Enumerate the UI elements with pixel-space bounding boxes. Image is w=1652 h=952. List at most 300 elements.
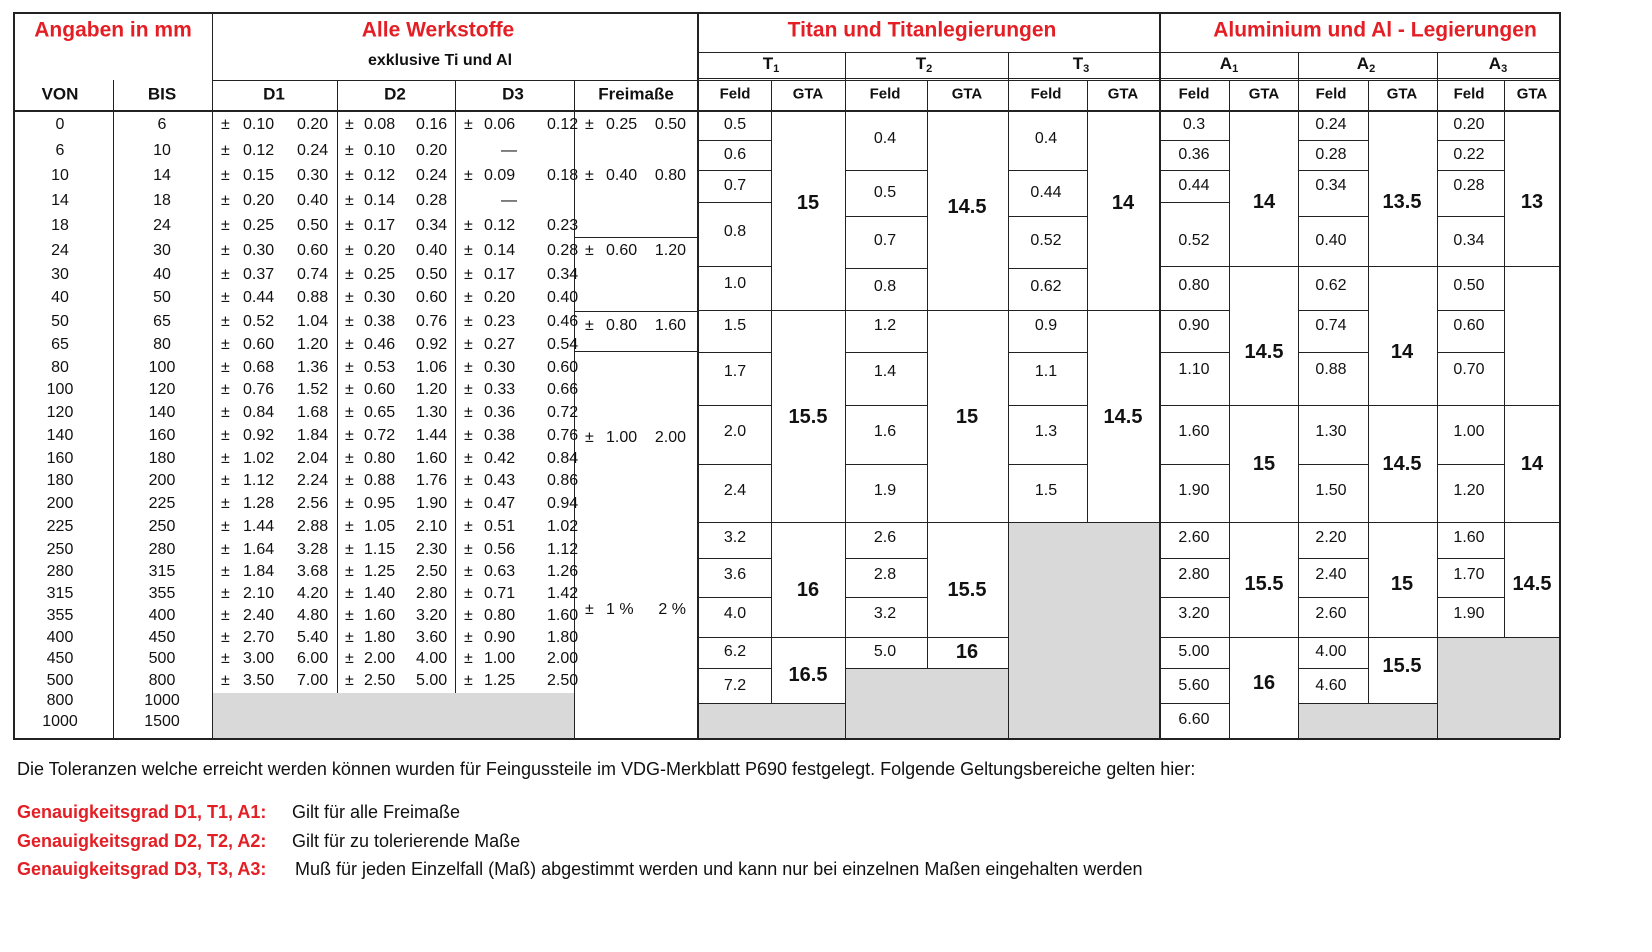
grid-line [13, 110, 1560, 112]
grid-line [1298, 52, 1299, 738]
grid-line [845, 405, 927, 406]
a1-gta-value: 15.5 [1244, 573, 1284, 595]
grid-line [1298, 464, 1368, 465]
cell-d2-pm: ± [345, 427, 354, 444]
grade-subscript: 3 [1083, 63, 1090, 75]
cell-von: 24 [51, 242, 69, 259]
cell-bis: 100 [148, 359, 176, 376]
grade-header-4 [1357, 55, 1375, 75]
cell-d3-pm: ± [464, 563, 473, 580]
a3-feld-value: 1.60 [1453, 529, 1485, 546]
cell-d1-pm: ± [221, 450, 230, 467]
cell-bis: 225 [148, 495, 176, 512]
a3-gta-value: 13 [1520, 191, 1544, 213]
cell-d3-val: 0.63 [484, 563, 516, 580]
cell-d1-pm: ± [221, 142, 230, 159]
grade-subscript: 2 [926, 63, 933, 75]
cell-d2-val2: 2.50 [416, 563, 448, 580]
col-d3: D3 [502, 84, 524, 104]
grid-line [1368, 80, 1369, 703]
cell-d3-val2: 0.46 [547, 313, 579, 330]
cell-d2-val2: 4.00 [416, 650, 448, 667]
grid-line [1159, 668, 1229, 669]
cell-d1-val: 2.40 [243, 607, 275, 624]
a1-gta-value: 16 [1252, 672, 1276, 694]
header-titan: Titan und Titanlegierungen [787, 18, 1057, 42]
cell-d2-val: 1.60 [364, 607, 396, 624]
t1-gta-value: 15.5 [788, 406, 828, 428]
footer-grade-text: Muß für jeden Einzelfall (Maß) abgestimmt werden und kann nur bei einzelnen Maßen eingehalten werden [295, 859, 1143, 879]
grid-line [1159, 352, 1229, 353]
cell-bis: 315 [148, 563, 176, 580]
a3-feld-value: 0.22 [1453, 146, 1485, 163]
cell-d3-val: 0.47 [484, 495, 516, 512]
cell-d2-val2: 0.34 [416, 217, 448, 234]
cell-d1-val2: 0.24 [297, 142, 329, 159]
cell-d2-pm: ± [345, 629, 354, 646]
cell-d1-pm: ± [221, 563, 230, 580]
grid-line [1159, 597, 1229, 598]
cell-d1-val: 2.70 [243, 629, 275, 646]
cell-von: 500 [46, 672, 74, 689]
cell-d3-pm: ± [464, 607, 473, 624]
cell-d2-val2: 0.28 [416, 192, 448, 209]
freimasse-val2: 2.00 [654, 429, 686, 446]
grid-line [1437, 216, 1504, 217]
cell-d3-val2: 1.42 [547, 585, 579, 602]
freimasse-pm: ± [585, 167, 594, 184]
cell-d2-val: 1.25 [364, 563, 396, 580]
cell-d2-val2: 5.00 [416, 672, 448, 689]
cell-d3-val: 0.06 [484, 116, 516, 133]
grid-line [1008, 170, 1087, 171]
grid-line [699, 703, 771, 704]
t1-feld-value: 0.8 [723, 223, 747, 240]
t1-gta-value: 15 [796, 192, 820, 214]
grid-line [1504, 266, 1559, 267]
a3-feld-value: 0.28 [1453, 177, 1485, 194]
cell-d1-val: 1.28 [243, 495, 275, 512]
cell-d3-val: 1.00 [484, 650, 516, 667]
t3-feld-value: 0.44 [1030, 184, 1062, 201]
cell-d3-val: 0.17 [484, 266, 516, 283]
cell-von: 6 [55, 142, 65, 159]
grid-line [1159, 266, 1229, 267]
grid-line [1087, 310, 1159, 311]
grade-header-1 [916, 55, 933, 75]
t2-feld-value: 3.2 [873, 605, 897, 622]
grid-line [845, 352, 927, 353]
cell-d1-val2: 0.20 [297, 116, 329, 133]
cell-d3-pm: ± [464, 650, 473, 667]
cell-von: 140 [46, 427, 74, 444]
a2-feld-value: 0.62 [1315, 277, 1347, 294]
cell-d1-val2: 3.28 [297, 541, 329, 558]
cell-d3-val2: 0.76 [547, 427, 579, 444]
cell-d2-val: 0.14 [364, 192, 396, 209]
col-feld: Feld [1315, 85, 1347, 103]
cell-d3-val2: 0.94 [547, 495, 579, 512]
t1-feld-value: 0.5 [723, 116, 747, 133]
freimasse-val2: 1.20 [654, 242, 686, 259]
cell-d1-val2: 1.20 [297, 336, 329, 353]
cell-d3-val2: 0.34 [547, 266, 579, 283]
cell-d1-val2: 1.36 [297, 359, 329, 376]
cell-d1-val2: 2.24 [297, 472, 329, 489]
cell-bis: 140 [148, 404, 176, 421]
grid-line [1437, 464, 1504, 465]
cell-d1-pm: ± [221, 242, 230, 259]
cell-d1-pm: ± [221, 585, 230, 602]
a1-feld-value: 1.60 [1178, 423, 1210, 440]
cell-d1-pm: ± [221, 404, 230, 421]
cell-d3-pm: ± [464, 381, 473, 398]
cell-d2-val2: 1.30 [416, 404, 448, 421]
cell-d1-val: 0.25 [243, 217, 275, 234]
cell-von: 800 [46, 692, 74, 709]
cell-d2-val: 0.12 [364, 167, 396, 184]
grid-line [1437, 405, 1504, 406]
cell-von: 65 [51, 336, 69, 353]
cell-d1-val: 0.92 [243, 427, 275, 444]
cell-d3-val: 0.30 [484, 359, 516, 376]
cell-d2-pm: ± [345, 266, 354, 283]
cell-d3-pm: ± [464, 266, 473, 283]
cell-d2-val: 1.40 [364, 585, 396, 602]
t3-gta-value: 14 [1111, 192, 1135, 214]
cell-d1-val: 0.76 [243, 381, 275, 398]
col-feld: Feld [869, 85, 901, 103]
grid-line [1229, 80, 1230, 738]
cell-d3-empty: — [501, 192, 517, 209]
cell-d1-pm: ± [221, 313, 230, 330]
a3-gta-value: 14 [1520, 453, 1544, 475]
cell-von: 80 [51, 359, 69, 376]
grid-line [1368, 703, 1437, 704]
col-feld: Feld [719, 85, 751, 103]
cell-bis: 800 [148, 672, 176, 689]
t1-feld-value: 2.0 [723, 423, 747, 440]
grid-line [1229, 738, 1298, 739]
t2-feld-value: 5.0 [873, 643, 897, 660]
grid-line [13, 738, 1560, 740]
cell-d3-pm: ± [464, 313, 473, 330]
grid-line [1298, 637, 1368, 638]
a2-feld-value: 2.60 [1315, 605, 1347, 622]
cell-bis: 6 [157, 116, 167, 133]
cell-d1-val: 1.44 [243, 518, 275, 535]
a1-feld-value: 5.00 [1178, 643, 1210, 660]
col-gta: GTA [1386, 85, 1418, 103]
cell-d1-pm: ± [221, 289, 230, 306]
header-aluminium: Aluminium und Al - Legierungen [1213, 18, 1537, 42]
cell-d2-val: 0.17 [364, 217, 396, 234]
grid-line [771, 522, 845, 523]
cell-d3-val: 0.33 [484, 381, 516, 398]
cell-d3-pm: ± [464, 585, 473, 602]
cell-von: 400 [46, 629, 74, 646]
t1-feld-value: 3.6 [723, 566, 747, 583]
cell-d1-pm: ± [221, 116, 230, 133]
grid-line [845, 268, 927, 269]
a1-feld-value: 0.80 [1178, 277, 1210, 294]
cell-d2-pm: ± [345, 450, 354, 467]
grid-line [1437, 597, 1504, 598]
grade-letter: A [1488, 54, 1502, 73]
cell-d2-pm: ± [345, 472, 354, 489]
grid-line [699, 597, 771, 598]
cell-d3-val: 0.42 [484, 450, 516, 467]
grade-header-2 [1073, 55, 1090, 75]
cell-d3-pm: ± [464, 217, 473, 234]
cell-d3-val: 0.51 [484, 518, 516, 535]
cell-d2-val: 1.15 [364, 541, 396, 558]
cell-bis: 160 [148, 427, 176, 444]
cell-von: 200 [46, 495, 74, 512]
freimasse-pm: ± [585, 242, 594, 259]
cell-d3-pm: ± [464, 289, 473, 306]
t2-feld-value: 1.9 [873, 482, 897, 499]
cell-d2-pm: ± [345, 142, 354, 159]
cell-bis: 250 [148, 518, 176, 535]
t2-feld-value: 2.6 [873, 529, 897, 546]
grid-line [1437, 352, 1504, 353]
cell-d2-pm: ± [345, 381, 354, 398]
a2-feld-value: 0.74 [1315, 317, 1347, 334]
t1-gta-value: 16 [796, 579, 820, 601]
a1-feld-value: 6.60 [1178, 711, 1210, 728]
cell-bis: 500 [148, 650, 176, 667]
cell-bis: 14 [153, 167, 171, 184]
cell-d2-val2: 1.90 [416, 495, 448, 512]
grid-line [455, 80, 456, 693]
footer-grade-label: Genauigkeitsgrad D2, T2, A2: [17, 831, 267, 851]
cell-d1-val2: 0.60 [297, 242, 329, 259]
col-d1: D1 [263, 84, 285, 104]
grid-line [1229, 266, 1298, 267]
empty-cell-shading [1298, 703, 1437, 738]
t3-feld-value: 0.62 [1030, 278, 1062, 295]
grid-line [1159, 522, 1229, 523]
a1-feld-value: 0.52 [1178, 232, 1210, 249]
a3-feld-value: 1.20 [1453, 482, 1485, 499]
cell-d2-val2: 2.10 [416, 518, 448, 535]
grade-header-3 [1220, 55, 1238, 75]
cell-d1-pm: ± [221, 472, 230, 489]
cell-bis: 30 [153, 242, 171, 259]
cell-d2-val: 0.60 [364, 381, 396, 398]
a3-feld-value: 1.70 [1453, 566, 1485, 583]
grid-line [1504, 522, 1559, 523]
cell-d3-val2: 0.18 [547, 167, 579, 184]
freimasse-val2: 1.60 [654, 317, 686, 334]
freimasse-val: 0.25 [606, 116, 638, 133]
cell-von: 450 [46, 650, 74, 667]
grid-line [1298, 216, 1368, 217]
cell-d1-pm: ± [221, 650, 230, 667]
cell-d2-val2: 2.80 [416, 585, 448, 602]
a1-feld-value: 1.10 [1178, 361, 1210, 378]
grid-line [698, 80, 1559, 81]
grid-line [845, 464, 927, 465]
cell-d2-val2: 1.44 [416, 427, 448, 444]
grid-line [212, 12, 213, 738]
cell-d2-pm: ± [345, 192, 354, 209]
t1-feld-value: 1.0 [723, 275, 747, 292]
cell-d3-pm: ± [464, 518, 473, 535]
cell-d1-pm: ± [221, 167, 230, 184]
grid-line [1159, 170, 1229, 171]
cell-d3-val: 0.36 [484, 404, 516, 421]
a3-feld-value: 0.60 [1453, 317, 1485, 334]
freimasse-val: 1 % [606, 601, 634, 618]
cell-d1-pm: ± [221, 518, 230, 535]
a1-feld-value: 3.20 [1178, 605, 1210, 622]
cell-d3-val2: 1.26 [547, 563, 579, 580]
cell-d2-pm: ± [345, 495, 354, 512]
cell-d3-val: 0.80 [484, 607, 516, 624]
grid-line [1437, 558, 1504, 559]
cell-von: 355 [46, 607, 74, 624]
footer-grade-label: Genauigkeitsgrad D1, T1, A1: [17, 802, 267, 822]
grid-line [699, 522, 771, 523]
cell-d1-val2: 1.68 [297, 404, 329, 421]
cell-d1-val2: 1.04 [297, 313, 329, 330]
cell-d3-val: 0.20 [484, 289, 516, 306]
cell-d1-val2: 0.50 [297, 217, 329, 234]
grid-line [1559, 12, 1561, 738]
t2-feld-value: 0.7 [873, 232, 897, 249]
grid-line [1504, 637, 1559, 638]
cell-d1-val: 0.52 [243, 313, 275, 330]
grid-line [699, 405, 771, 406]
cell-d3-val: 0.09 [484, 167, 516, 184]
grid-line [1159, 405, 1229, 406]
cell-d1-pm: ± [221, 192, 230, 209]
col-bis: BIS [147, 84, 177, 104]
a1-gta-value: 14 [1252, 191, 1276, 213]
grid-line [927, 637, 1008, 638]
cell-d1-val: 0.44 [243, 289, 275, 306]
a2-feld-value: 0.28 [1315, 146, 1347, 163]
col-feld: Feld [1178, 85, 1210, 103]
freimasse-val: 1.00 [606, 429, 638, 446]
t3-feld-value: 0.52 [1030, 232, 1062, 249]
grid-line [13, 12, 15, 738]
grid-line [575, 351, 697, 352]
cell-d1-pm: ± [221, 381, 230, 398]
cell-bis: 1500 [144, 713, 180, 730]
a2-gta-value: 15 [1390, 573, 1414, 595]
t1-feld-value: 0.7 [723, 177, 747, 194]
cell-d2-pm: ± [345, 242, 354, 259]
cell-bis: 280 [148, 541, 176, 558]
a1-feld-value: 0.36 [1178, 146, 1210, 163]
a2-gta-value: 14 [1390, 341, 1414, 363]
grade-subscript: 1 [773, 63, 780, 75]
cell-d2-val2: 2.30 [416, 541, 448, 558]
t3-feld-value: 1.3 [1034, 423, 1058, 440]
cell-d3-val2: 2.00 [547, 650, 579, 667]
cell-d3-val2: 1.12 [547, 541, 579, 558]
grid-line [927, 310, 1008, 311]
grid-line [1298, 558, 1368, 559]
cell-d1-val: 0.15 [243, 167, 275, 184]
a2-feld-value: 1.50 [1315, 482, 1347, 499]
grid-line [1298, 668, 1368, 669]
a2-feld-value: 1.30 [1315, 423, 1347, 440]
cell-d3-val: 0.90 [484, 629, 516, 646]
col-gta: GTA [1516, 85, 1548, 103]
t1-feld-value: 1.7 [723, 363, 747, 380]
grid-line [699, 464, 771, 465]
footer-intro: Die Toleranzen welche erreicht werden können wurden für Feingussteile im VDG-Merkblatt P690 festgelegt. Folgende Geltungsbereiche gelten hier: [17, 759, 1196, 779]
t1-feld-value: 1.5 [723, 317, 747, 334]
cell-d1-val: 0.37 [243, 266, 275, 283]
empty-cell-shading [1437, 637, 1559, 738]
t2-feld-value: 0.8 [873, 278, 897, 295]
a1-feld-value: 5.60 [1178, 677, 1210, 694]
cell-d3-val: 0.27 [484, 336, 516, 353]
grid-line [1229, 405, 1298, 406]
grid-line [699, 558, 771, 559]
grid-line [1504, 405, 1559, 406]
t2-gta-value: 15 [955, 406, 979, 428]
cell-d3-val2: 0.84 [547, 450, 579, 467]
grid-line [1008, 268, 1087, 269]
t3-feld-value: 0.9 [1034, 317, 1058, 334]
freimasse-val2: 0.50 [654, 116, 686, 133]
cell-d2-pm: ± [345, 650, 354, 667]
a2-feld-value: 0.40 [1315, 232, 1347, 249]
cell-d1-val: 0.30 [243, 242, 275, 259]
grid-line [845, 668, 927, 669]
footer-grade-label: Genauigkeitsgrad D3, T3, A3: [17, 859, 267, 879]
grade-header-5 [1489, 55, 1507, 75]
a2-feld-value: 2.40 [1315, 566, 1347, 583]
cell-von: 180 [46, 472, 74, 489]
cell-d1-val: 0.12 [243, 142, 275, 159]
t3-feld-value: 1.1 [1034, 363, 1058, 380]
cell-d2-val2: 0.92 [416, 336, 448, 353]
grid-line [1159, 310, 1229, 311]
empty-cell-shading [699, 703, 1159, 738]
grid-line [1437, 522, 1504, 523]
grid-line [1437, 637, 1504, 638]
cell-d2-val: 0.10 [364, 142, 396, 159]
cell-d2-val2: 0.24 [416, 167, 448, 184]
cell-d1-val: 0.10 [243, 116, 275, 133]
cell-d1-val: 0.20 [243, 192, 275, 209]
cell-d2-pm: ± [345, 167, 354, 184]
grade-letter: T [762, 54, 774, 73]
cell-d3-pm: ± [464, 336, 473, 353]
cell-d2-pm: ± [345, 404, 354, 421]
cell-d1-val2: 5.40 [297, 629, 329, 646]
cell-d1-val2: 2.88 [297, 518, 329, 535]
grid-line [927, 80, 928, 668]
grid-line [845, 310, 927, 311]
cell-d1-pm: ± [221, 359, 230, 376]
t2-gta-value: 15.5 [947, 579, 987, 601]
grid-line [771, 637, 845, 638]
grid-line [699, 202, 771, 203]
grid-line [1298, 597, 1368, 598]
grade-subscript: 2 [1369, 63, 1376, 75]
cell-d1-val2: 0.74 [297, 266, 329, 283]
cell-d1-pm: ± [221, 672, 230, 689]
footer-grade-text: Gilt für zu tolerierende Maße [292, 831, 521, 851]
